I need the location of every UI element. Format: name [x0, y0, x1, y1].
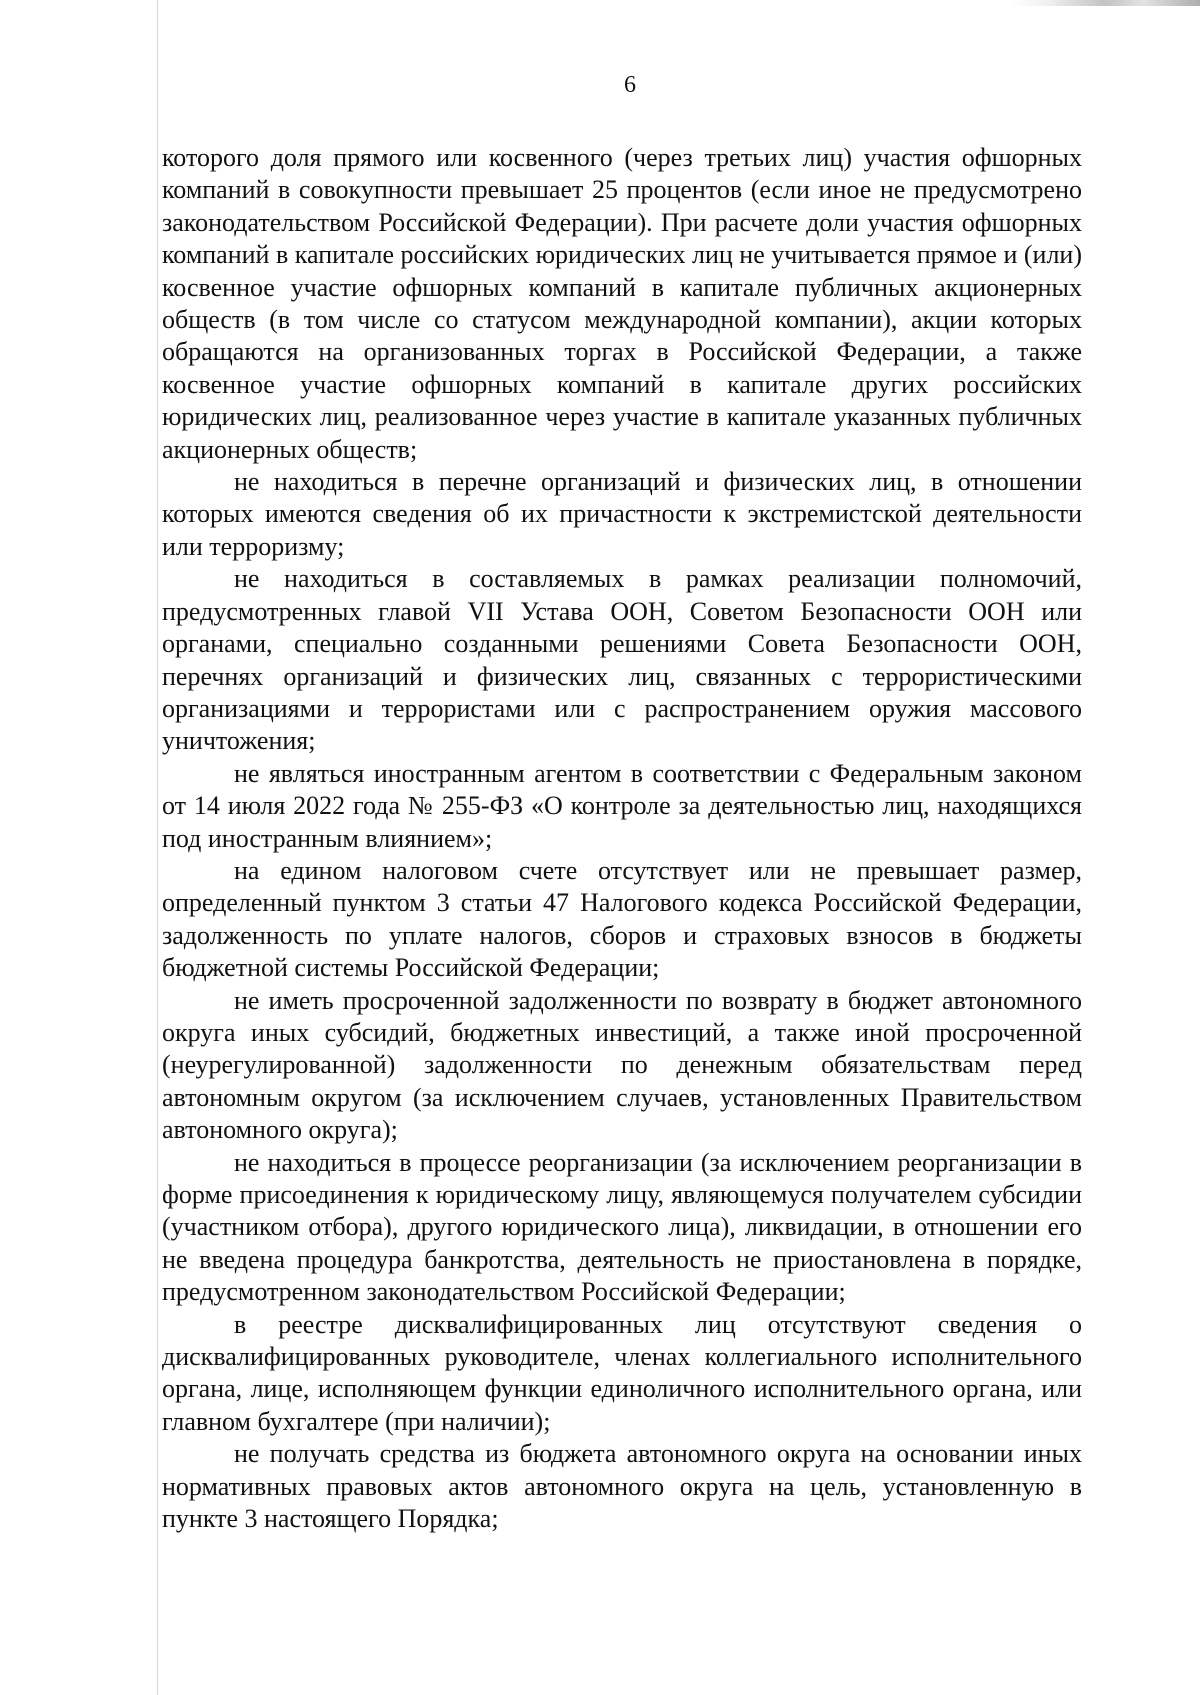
scan-artifact [1010, 0, 1200, 6]
paragraph-foreign-agent: не являться иностранным агентом в соответствии с Федеральным законом от 14 июля 2022 года № 255-ФЗ «О контроле за деятельностью лиц, находящихся под иностранным влиянием»; [162, 758, 1082, 853]
paragraph-reorganization: не находиться в процессе реорганизации (за исключением реорганизации в форме присоединения к юридическому лицу, являющемуся получателем субсидии (участником отбора), другого юридического лица), ликвидации, в отношении его не введена процедура банкротства, деятельность не приостановлена в порядке, предусмотренном законодательством Российской Федерации; [162, 1147, 1082, 1307]
paragraph-offshore-participation: которого доля прямого или косвенного (через третьих лиц) участия офшорных компаний в совокупности превышает 25 процентов (если иное не предусмотрено законодательством Российской Федерации). При расчете доли участия офшорных компаний в капитале российских юридических лиц не учитывается прямое и (или) косвенное участие офшорных компаний в капитале публичных акционерных обществ (в том числе со статусом международной компании), акции которых обращаются на организованных торгах в Российской Федерации, а также косвенное участие офшорных компаний в капитале других российских юридических лиц, реализованное через участие в капитале указанных публичных акционерных обществ; [162, 143, 1082, 464]
paragraph-un-sanctions-list: не находиться в составляемых в рамках реализации полномочий, предусмотренных главой VII Устава ООН, Советом Безопасности ООН или органами, специально созданными решениями Совета Безопасности ООН, перечнях организаций и физических лиц, связанных с террористическими организациями и террористами или с распространением оружия массового уничтожения; [162, 564, 1082, 756]
page-number: 6 [624, 72, 636, 98]
paragraph-extremism-list: не находиться в перечне организаций и физических лиц, в отношении которых имеются сведения об их причастности к экстремистской деятельности или терроризму; [162, 467, 1082, 561]
paragraph-disqualified-persons: в реестре дисквалифицированных лиц отсутствуют сведения о дисквалифицированных руководителе, членах коллегиального исполнительного органа, лице, исполняющем функции единоличного исполнительного органа, или главном бухгалтере (при наличии); [162, 1309, 1082, 1436]
document-body [162, 142, 1082, 1535]
paragraph-tax-debt: на едином налоговом счете отсутствует или не превышает размер, определенный пунктом 3 статьи 47 Налогового кодекса Российской Федерации, задолженность по уплате налогов, сборов и страховых взносов в бюджеты бюджетной системы Российской Федерации; [162, 855, 1082, 983]
paragraph-no-other-funding: не получать средства из бюджета автономного округа на основании иных нормативных правовых актов автономного округа на цель, установленную в пункте 3 настоящего Порядка; [162, 1439, 1082, 1534]
scan-edge-line [157, 0, 158, 1695]
paragraph-overdue-debt: не иметь просроченной задолженности по возврату в бюджет автономного округа иных субсидий, бюджетных инвестиций, а также иной просроченной (неурегулированной) задолженности по денежным обязательствам перед автономным округом (за исключением случаев, установленных Правительством автономного округа); [162, 985, 1082, 1145]
